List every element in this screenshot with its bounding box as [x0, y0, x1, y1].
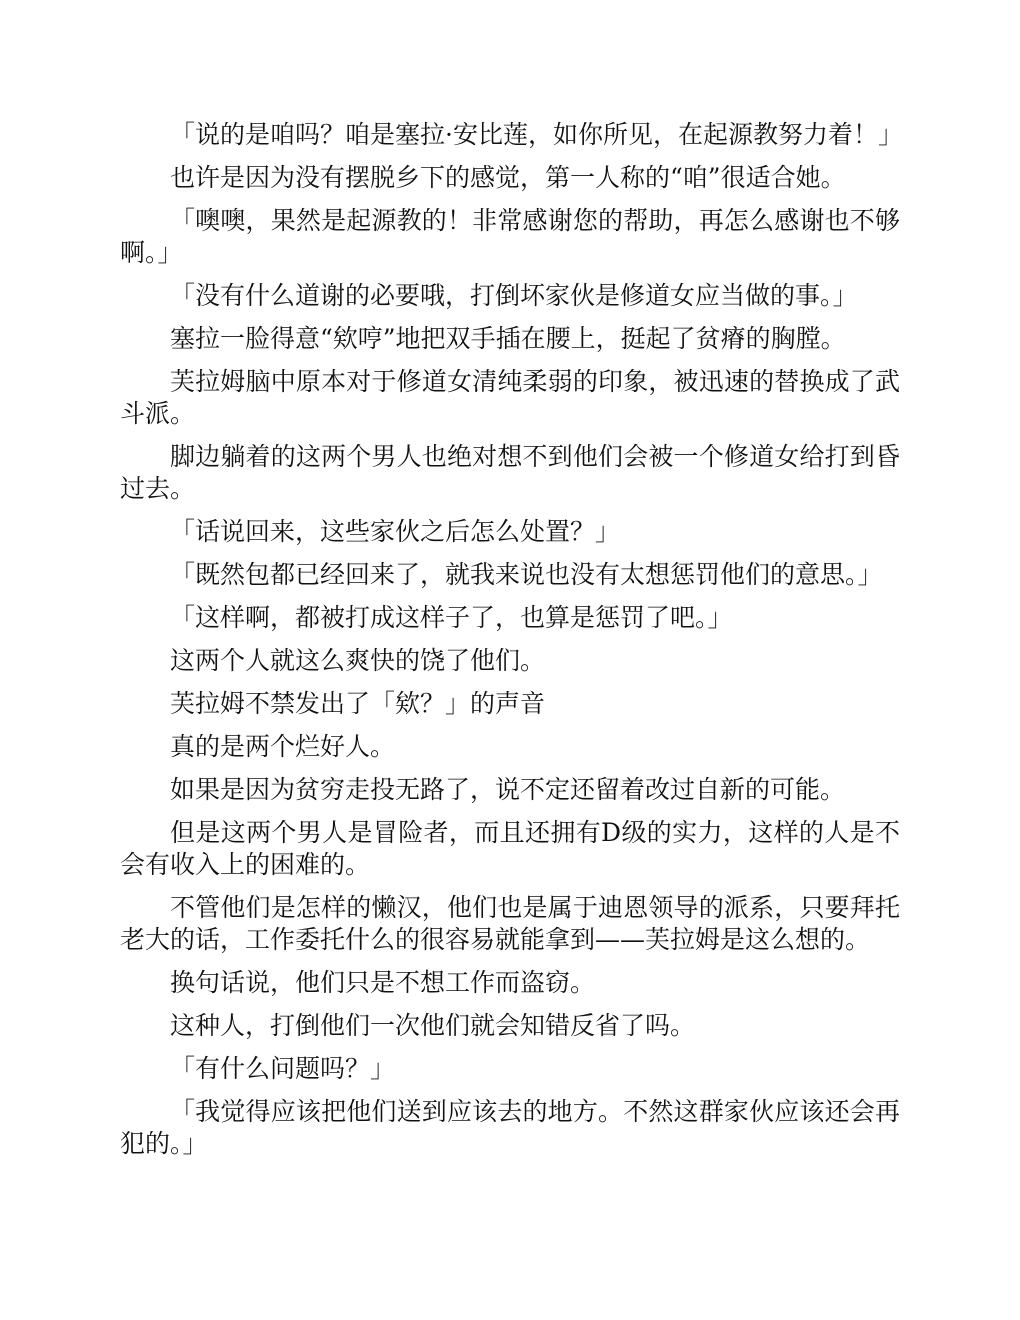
paragraph: 这种人，打倒他们一次他们就会知错反省了吗。	[170, 1011, 696, 1040]
paragraph: 「话说回来，这些家伙之后怎么处置？」	[170, 517, 621, 546]
paragraph: 真的是两个烂好人。	[170, 732, 396, 761]
paragraph: 芙拉姆不禁发出了「欸？」的声音	[170, 689, 546, 718]
paragraph: 不管他们是怎样的懒汉，他们也是属于迪恩领导的派系，只要拜托老大的话，工作委托什么的很容易就能拿到——芙拉姆是这么想的。	[120, 893, 900, 954]
paragraph: 换句话说，他们只是不想工作而盗窃。	[170, 968, 596, 997]
paragraph: 「噢噢，果然是起源教的！非常感谢您的帮助，再怎么感谢也不够啊。」	[120, 206, 900, 267]
document-page	[120, 119, 903, 1171]
paragraph: 「说的是咱吗？咱是塞拉·安比莲，如你所见，在起源教努力着！」	[170, 120, 903, 149]
paragraph: 「这样啊，都被打成这样子了，也算是惩罚了吧。」	[170, 603, 733, 632]
paragraph: 也许是因为没有摆脱乡下的感觉，第一人称的“咱”很适合她。	[170, 163, 846, 192]
paragraph: 「有什么问题吗？」	[170, 1054, 396, 1083]
paragraph: 「没有什么道谢的必要哦，打倒坏家伙是修道女应当做的事。」	[170, 281, 858, 310]
paragraph: 「我觉得应该把他们送到应该去的地方。不然这群家伙应该还会再犯的。」	[120, 1097, 900, 1158]
paragraph: 「既然包都已经回来了，就我来说也没有太想惩罚他们的意思。」	[170, 560, 883, 589]
paragraph: 塞拉一脸得意“欸哼”地把双手插在腰上，挺起了贫瘠的胸膛。	[170, 324, 846, 353]
paragraph: 如果是因为贫穷走投无路了，说不定还留着改过自新的可能。	[170, 775, 846, 804]
paragraph: 脚边躺着的这两个男人也绝对想不到他们会被一个修道女给打到昏过去。	[120, 442, 900, 503]
paragraph: 但是这两个男人是冒险者，而且还拥有D级的实力，这样的人是不会有收入上的困难的。	[120, 818, 900, 879]
paragraph: 这两个人就这么爽快的饶了他们。	[170, 646, 546, 675]
paragraph: 芙拉姆脑中原本对于修道女清纯柔弱的印象，被迅速的替换成了武斗派。	[120, 367, 900, 428]
